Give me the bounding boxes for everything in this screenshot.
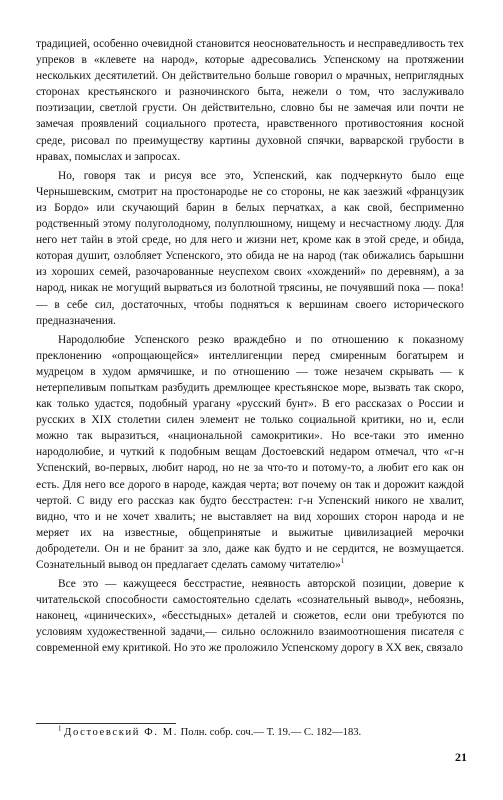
footnote xyxy=(36,726,464,740)
paragraph-4: Все это — кажущееся бесстрастие, неявность авторской позиции, доверие к читательской способности самостоятельно сделать «сознательный вывод», небоязнь, наконец, «цинических», «бесстыдных» деталей и сюжетов, если они требуются по условиям художественной задачи,— сильно осложнило взаимоотношения писателя с современной ему критикой. Но это же проложило Успенскому дорогу в XX век, связало xyxy=(36,578,464,655)
footnote-reference: 1 xyxy=(340,557,345,566)
footnote-citation: Полн. собр. соч.— Т. 19.— С. 182—183. xyxy=(180,727,362,738)
footnote-divider xyxy=(36,723,176,724)
footnote-mark: 1 xyxy=(58,724,62,733)
paragraph-3 xyxy=(36,332,464,573)
footnote-author: Достоевский Ф. М. xyxy=(64,727,178,738)
page-number: 21 xyxy=(455,750,467,764)
page-body xyxy=(36,36,464,657)
paragraph-1: традицией, особенно очевидной становится неосновательность и несправедливость тех упреков в «клевете на народ», которые адресовались Успенскому на протяжении нескольких десятилетий. Он действительно больше говорил о мрачных, неприглядных сторонах крестьянского и разночинского быта, нежели о том, что заслуживало поэтизации, светлой грусти. Он действительно, словно бы не замечая или почти не замечая проявлений социального протеста, нравственного противостояния косной среде, рисовал по преимуществу картины духовной спячки, варварской грубости в нравах, помыслах и запросах. xyxy=(36,38,464,163)
paragraph-3-text: Народолюбие Успенского резко враждебно и по отношению к показному преклонению «опрощающейся» интеллигенции перед смиренным богатырем и мудрецом в худом армячишке, и по отношению — тоже незачем скрывать — к нетерпеливым попыткам разбудить дремлющее крестьянское море, вызвать так скоро, как только удастся, подобный урагану «русский бунт». В его рассказах о России и русских в XIX столетии силен элемент не только социальной критики, но и, если можно так выразиться, «национальной самокритики». Но все-таки это именно народолюбие, и чуткий к подобным вещам Достоевский недаром отмечал, что «г-н Успенский, во-первых, любит народ, но не за что-то и потому-то, а любит его как он есть. Для него все дорого в народе, каждая черта; вот почему он так и дорожит каждой чертой. С виду его рассказ как будто бесстрастен: г-н Успенский никого не хвалит, видно, что и не хочет хвалить; не выставляет на вид хороших сторон народа и не меряет их на известные, общепринятые и выжитые цивилизацией мерочки добродетели. Он и не бранит за зло, даже как будто и не сердится, не возмущается. Сознательный вывод он предлагает сделать самому читателю» xyxy=(36,333,464,571)
paragraph-2: Но, говоря так и рисуя все это, Успенский, как подчеркнуто было еще Чернышевским, смотрит на простонародье не со стороны, не как заезжий «французик из Бордо» или скучающий барин в белых перчатках, а как свой, бесприменно родственный этому полуголодному, полуплюшному, нищему и несчастному люду. Для него нет тайн в этой среде, но для него и жизни нет, кроме как в этой среде, и обида, которая душит, озлобляет Успенского, это обида не на народ (так обижались барышни из хороших семей, разочарованные неуспехом своих «хождений» по деревням), а за народ, никак не могущий вырваться из болотной трясины, не почуявший пока — пока! — в себе сил, достаточных, чтобы подняться к вершинам своего исторического предназначения. xyxy=(36,169,464,327)
